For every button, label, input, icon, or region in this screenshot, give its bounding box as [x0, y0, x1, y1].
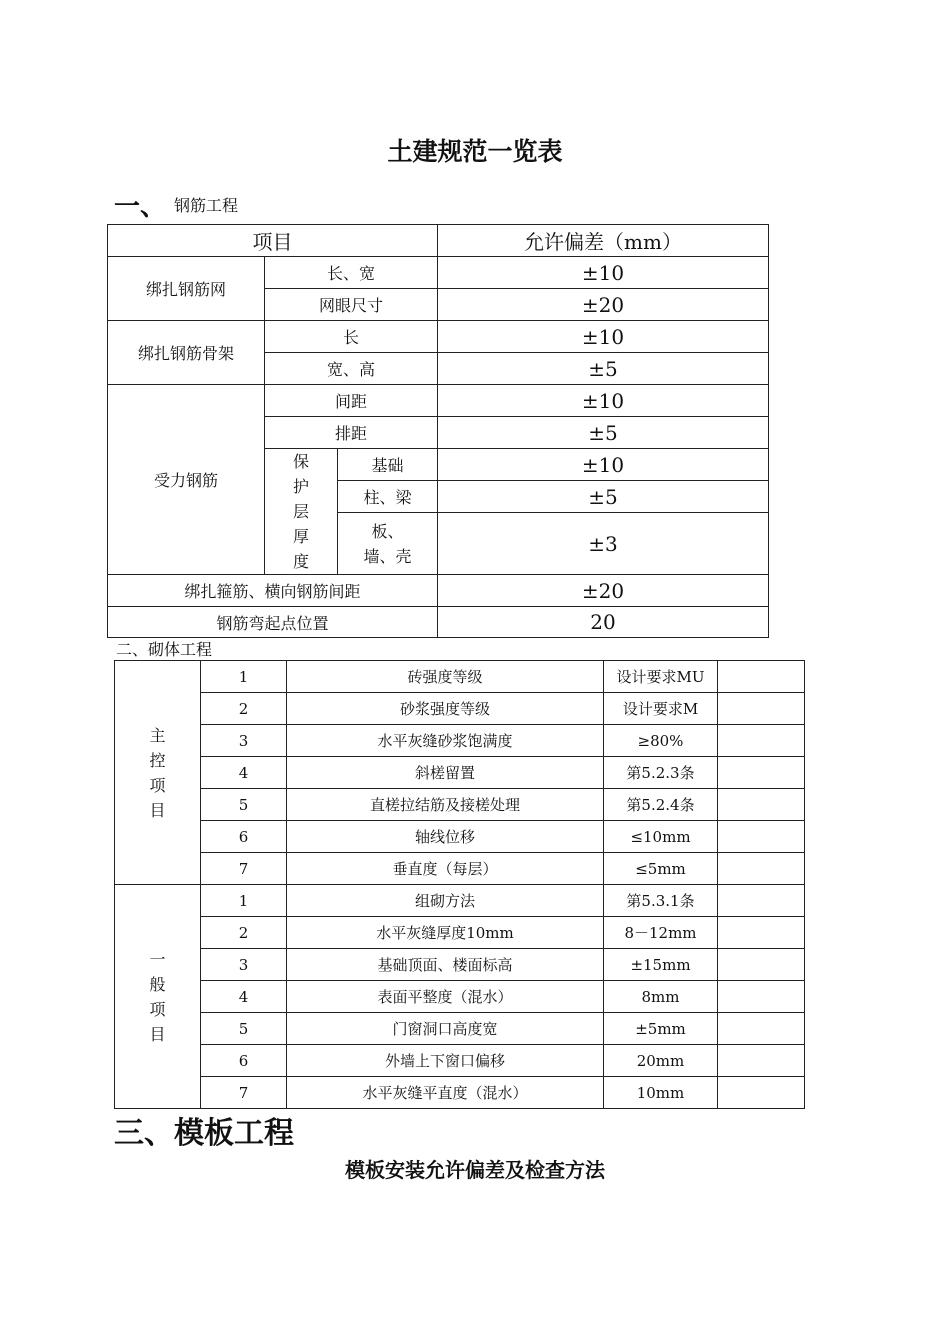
empty-cell — [718, 821, 805, 853]
table-row — [108, 321, 769, 353]
item-name: 轴线位移 — [287, 821, 604, 853]
item-number: 5 — [201, 789, 287, 821]
section3-heading: 三、模板工程 — [114, 1116, 294, 1151]
row-value: ±10 — [438, 449, 769, 481]
header-item: 项目 — [108, 225, 438, 257]
item-requirement: 8mm — [604, 981, 718, 1013]
empty-cell — [718, 693, 805, 725]
table-header-row — [108, 225, 769, 257]
rebar-tolerance-table — [107, 224, 769, 638]
section1-number: 一、 — [114, 192, 167, 222]
table-row — [115, 853, 805, 885]
table-row — [115, 1013, 805, 1045]
row-label: 绑扎箍筋、横向钢筋间距 — [108, 575, 438, 607]
item-number: 1 — [201, 661, 287, 693]
item-number: 6 — [201, 1045, 287, 1077]
item-name: 斜槎留置 — [287, 757, 604, 789]
table-row — [108, 385, 769, 417]
item-name: 组砌方法 — [287, 885, 604, 917]
item-name: 基础顶面、楼面标高 — [287, 949, 604, 981]
empty-cell — [718, 885, 805, 917]
table-row — [115, 821, 805, 853]
item-number: 2 — [201, 917, 287, 949]
table-row — [115, 661, 805, 693]
item-number: 3 — [201, 725, 287, 757]
item-name: 砖强度等级 — [287, 661, 604, 693]
item-name: 表面平整度（混水） — [287, 981, 604, 1013]
group-label-main-control: 主 控 项 目 — [115, 661, 201, 885]
empty-cell — [718, 757, 805, 789]
item-requirement: 第5.3.1条 — [604, 885, 718, 917]
row-value: ±20 — [438, 289, 769, 321]
item-name: 水平灰缝厚度10mm — [287, 917, 604, 949]
masonry-table — [114, 660, 805, 1109]
item-number: 4 — [201, 757, 287, 789]
section1-name: 钢筋工程 — [174, 196, 239, 215]
table-row — [115, 1077, 805, 1109]
item-name: 外墙上下窗口偏移 — [287, 1045, 604, 1077]
item-requirement: ±5mm — [604, 1013, 718, 1045]
table-row — [115, 789, 805, 821]
row-value: ±10 — [438, 257, 769, 289]
group-label-mesh: 绑扎钢筋网 — [108, 257, 265, 321]
row-label: 基础 — [338, 449, 438, 481]
table-row — [115, 1045, 805, 1077]
row-value: ±10 — [438, 385, 769, 417]
table-row — [115, 757, 805, 789]
row-value: ±5 — [438, 417, 769, 449]
item-name: 水平灰缝平直度（混水） — [287, 1077, 604, 1109]
item-requirement: ±15mm — [604, 949, 718, 981]
row-value: ±5 — [438, 353, 769, 385]
empty-cell — [718, 789, 805, 821]
table-row — [115, 917, 805, 949]
item-number: 1 — [201, 885, 287, 917]
group-label-general: 一 般 项 目 — [115, 885, 201, 1109]
item-number: 7 — [201, 853, 287, 885]
item-requirement: ≤10mm — [604, 821, 718, 853]
row-label: 排距 — [265, 417, 438, 449]
row-label: 柱、梁 — [338, 481, 438, 513]
table-row — [108, 607, 769, 638]
row-value: ±5 — [438, 481, 769, 513]
group-label-frame: 绑扎钢筋骨架 — [108, 321, 265, 385]
row-value: ±10 — [438, 321, 769, 353]
item-requirement: 设计要求M — [604, 693, 718, 725]
table-row — [115, 725, 805, 757]
section2-heading: 二、砌体工程 — [116, 640, 213, 659]
row-label: 长 — [265, 321, 438, 353]
item-requirement: 8－12mm — [604, 917, 718, 949]
item-name: 砂浆强度等级 — [287, 693, 604, 725]
row-label: 宽、高 — [265, 353, 438, 385]
item-number: 6 — [201, 821, 287, 853]
row-label: 网眼尺寸 — [265, 289, 438, 321]
item-number: 4 — [201, 981, 287, 1013]
group-label-stressed: 受力钢筋 — [108, 385, 265, 575]
section3-subtitle: 模板安装允许偏差及检查方法 — [345, 1158, 605, 1182]
row-value: 20 — [438, 607, 769, 638]
empty-cell — [718, 1013, 805, 1045]
empty-cell — [718, 1045, 805, 1077]
table-row — [108, 575, 769, 607]
empty-cell — [718, 949, 805, 981]
row-label: 钢筋弯起点位置 — [108, 607, 438, 638]
table-row — [108, 257, 769, 289]
item-number: 7 — [201, 1077, 287, 1109]
item-name: 门窗洞口高度宽 — [287, 1013, 604, 1045]
row-value: ±20 — [438, 575, 769, 607]
item-requirement: 设计要求MU — [604, 661, 718, 693]
item-requirement: ≥80% — [604, 725, 718, 757]
empty-cell — [718, 725, 805, 757]
cover-thickness-label: 保 护 层 厚 度 — [265, 449, 338, 575]
row-label: 间距 — [265, 385, 438, 417]
empty-cell — [718, 1077, 805, 1109]
empty-cell — [718, 853, 805, 885]
empty-cell — [718, 661, 805, 693]
item-number: 3 — [201, 949, 287, 981]
item-number: 5 — [201, 1013, 287, 1045]
item-number: 2 — [201, 693, 287, 725]
table-row — [115, 693, 805, 725]
header-tolerance: 允许偏差（mm） — [438, 225, 769, 257]
item-requirement: 第5.2.4条 — [604, 789, 718, 821]
document-title: 土建规范一览表 — [387, 137, 563, 166]
row-value: ±3 — [438, 513, 769, 575]
table-row — [115, 885, 805, 917]
row-label: 板、 墙、壳 — [338, 513, 438, 575]
empty-cell — [718, 917, 805, 949]
item-name: 直槎拉结筋及接槎处理 — [287, 789, 604, 821]
empty-cell — [718, 981, 805, 1013]
item-name: 垂直度（每层） — [287, 853, 604, 885]
item-requirement: ≤5mm — [604, 853, 718, 885]
table-row — [115, 949, 805, 981]
row-label: 长、宽 — [265, 257, 438, 289]
item-requirement: 10mm — [604, 1077, 718, 1109]
table-row — [115, 981, 805, 1013]
item-requirement: 第5.2.3条 — [604, 757, 718, 789]
item-name: 水平灰缝砂浆饱满度 — [287, 725, 604, 757]
item-requirement: 20mm — [604, 1045, 718, 1077]
